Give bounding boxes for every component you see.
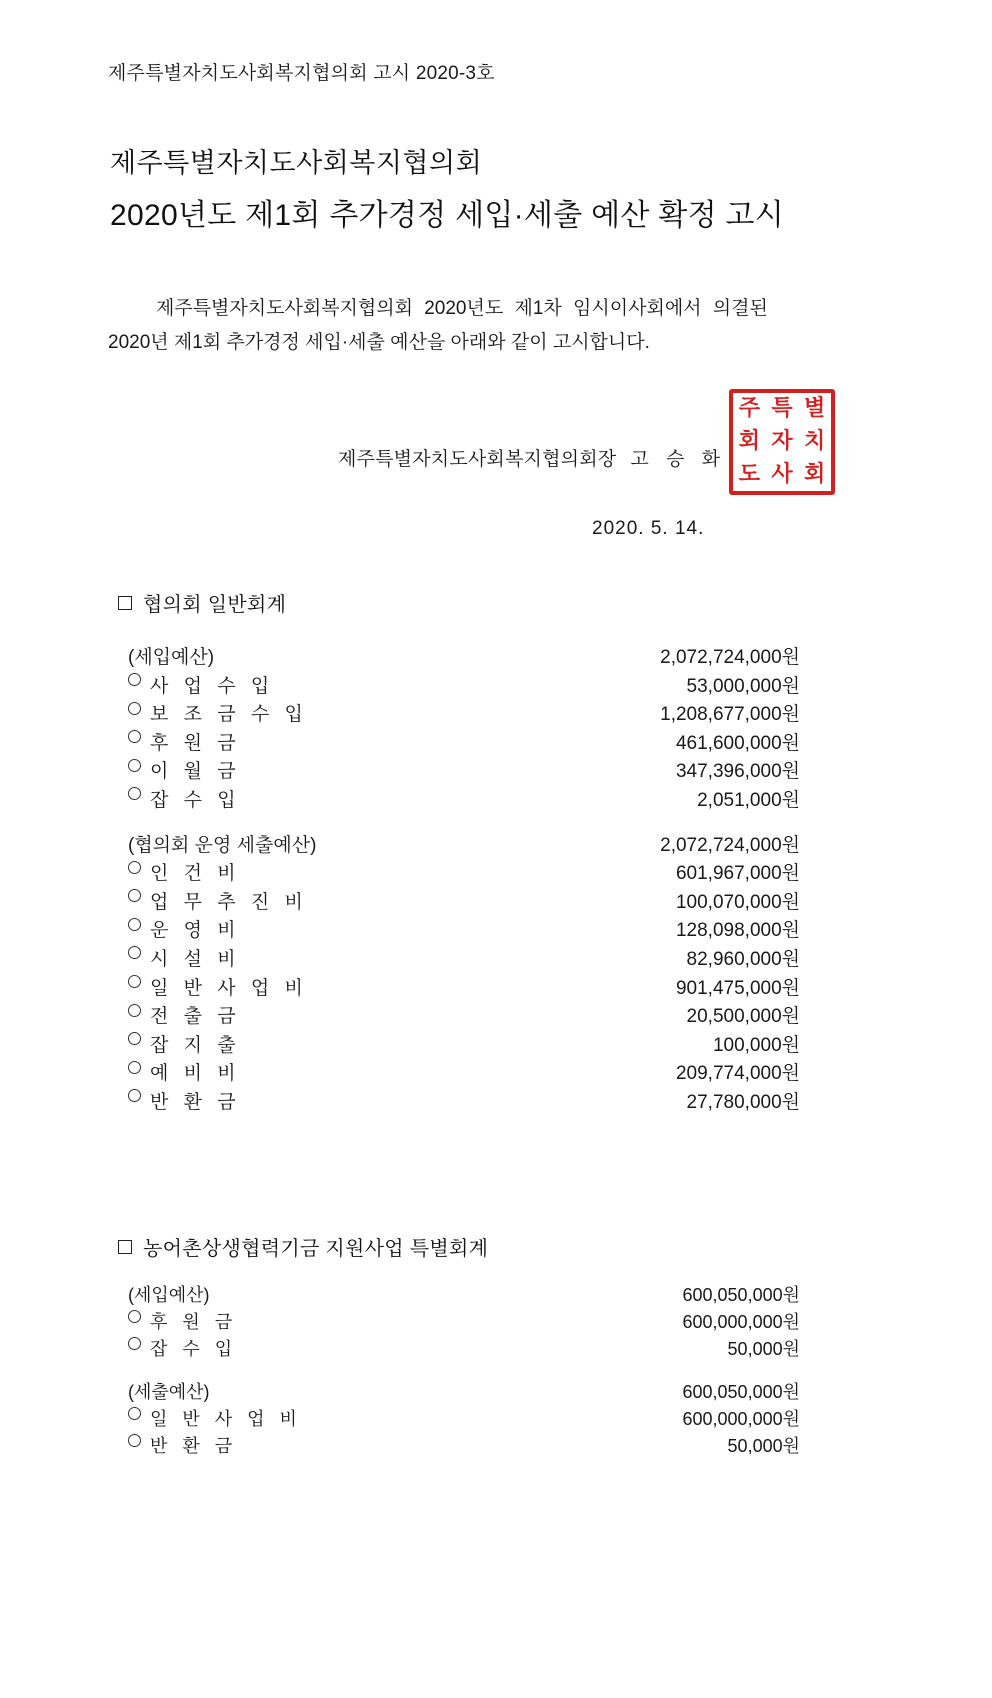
title-organization: 제주특별자치도사회복지협의회 <box>110 148 483 178</box>
seal-char: 자 <box>771 428 793 454</box>
budget-item-amount: 600,000,000원 <box>682 1409 800 1429</box>
budget-group-label: (협의회 운영 세출예산) <box>128 834 317 856</box>
budget-item-amount: 128,098,000원 <box>675 920 800 942</box>
budget-group-amount: 600,050,000원 <box>682 1285 800 1305</box>
budget-item-amount: 901,475,000원 <box>675 977 800 999</box>
budget-item-amount: 50,000원 <box>727 1339 800 1359</box>
signature-name: 고 승 화 <box>630 449 726 470</box>
budget-line-item <box>128 975 800 1004</box>
signature-title: 제주특별자치도사회복지협의회장 <box>338 449 617 470</box>
seal-char: 별 <box>804 396 826 422</box>
budget-group-label: (세출예산) <box>128 1382 210 1402</box>
checkbox-square-icon <box>118 596 132 610</box>
budget-line-item <box>128 673 800 702</box>
budget-item-label: 잡 지 출 <box>150 1034 241 1056</box>
seal-char: 치 <box>804 428 826 454</box>
budget-item-label: 이 월 금 <box>150 761 241 783</box>
budget-item-label: 잡 수 입 <box>150 789 241 811</box>
budget-line-item <box>128 946 800 975</box>
budget-group-header-row <box>128 644 800 673</box>
budget-line-item <box>128 1032 800 1061</box>
budget-item-label: 시 설 비 <box>150 948 241 970</box>
intro-paragraph <box>108 292 808 360</box>
budget-item-amount: 100,070,000원 <box>675 891 800 913</box>
budget-item-label-wrap <box>128 1433 237 1460</box>
budget-item-label-wrap <box>128 758 241 787</box>
budget-block <box>128 1282 800 1460</box>
budget-item-label: 사 업 수 입 <box>150 675 275 697</box>
budget-item-label: 예 비 비 <box>150 1063 241 1085</box>
budget-group-label: (세입예산) <box>128 1285 210 1305</box>
budget-line-item <box>128 758 800 787</box>
budget-line-item <box>128 1309 800 1336</box>
budget-group-amount: 2,072,724,000원 <box>660 834 800 856</box>
budget-group-header-row <box>128 1379 800 1406</box>
budget-item-amount: 2,051,000원 <box>697 789 800 811</box>
budget-line-item <box>128 787 800 816</box>
budget-item-amount: 601,967,000원 <box>675 863 800 885</box>
circle-bullet-icon <box>128 1089 141 1102</box>
budget-item-label: 운 영 비 <box>150 920 241 942</box>
seal-char: 회 <box>738 428 760 454</box>
group-spacer <box>128 1363 800 1379</box>
budget-item-label-wrap <box>128 787 241 816</box>
budget-item-label-wrap <box>128 1003 241 1032</box>
circle-bullet-icon <box>128 1407 141 1420</box>
budget-item-label: 후 원 금 <box>150 732 241 754</box>
circle-bullet-icon <box>128 975 141 988</box>
budget-item-label-wrap <box>128 701 308 730</box>
budget-line-item <box>128 917 800 946</box>
seal-char: 사 <box>771 461 793 487</box>
budget-item-label-wrap <box>128 673 274 702</box>
page-title: 2020년도 제1회 추가경정 세입·세출 예산 확정 고시 <box>110 199 785 232</box>
budget-item-amount: 53,000,000원 <box>686 675 800 697</box>
budget-line-item <box>128 860 800 889</box>
circle-bullet-icon <box>128 946 141 959</box>
circle-bullet-icon <box>128 673 141 686</box>
budget-item-label: 후 원 금 <box>150 1312 238 1332</box>
notice-number: 제주특별자치도사회복지협의회 고시 2020-3호 <box>108 63 495 84</box>
seal-char: 특 <box>771 396 793 422</box>
official-seal-icon <box>729 389 835 495</box>
budget-item-amount: 100,000원 <box>712 1034 800 1056</box>
seal-char: 회 <box>804 461 826 487</box>
budget-item-label: 업 무 추 진 비 <box>150 891 308 913</box>
budget-line-item <box>128 889 800 918</box>
circle-bullet-icon <box>128 889 141 902</box>
budget-item-amount: 347,396,000원 <box>675 761 800 783</box>
budget-item-label-wrap <box>128 860 241 889</box>
budget-item-amount: 461,600,000원 <box>675 732 800 754</box>
budget-item-label-wrap <box>128 889 308 918</box>
budget-line-item <box>128 1336 800 1363</box>
budget-item-amount: 1,208,677,000원 <box>660 704 800 726</box>
circle-bullet-icon <box>128 730 141 743</box>
group-spacer <box>128 816 800 832</box>
seal-char: 주 <box>738 396 760 422</box>
budget-line-item <box>128 1060 800 1089</box>
section-title-label: 농어촌상생협력기금 지원사업 특별회계 <box>143 1238 489 1260</box>
budget-line-item <box>128 1406 800 1433</box>
budget-item-label-wrap <box>128 917 241 946</box>
circle-bullet-icon <box>128 702 141 715</box>
budget-line-item <box>128 1089 800 1118</box>
circle-bullet-icon <box>128 1032 141 1045</box>
budget-item-label-wrap <box>128 730 241 759</box>
budget-item-label: 일 반 사 업 비 <box>150 1409 302 1429</box>
budget-item-label-wrap <box>128 1309 237 1336</box>
budget-item-label: 보 조 금 수 입 <box>150 704 308 726</box>
circle-bullet-icon <box>128 1061 141 1074</box>
budget-block <box>128 644 800 1118</box>
section-title <box>118 1232 488 1261</box>
budget-group-amount: 600,050,000원 <box>682 1382 800 1402</box>
budget-line-item <box>128 701 800 730</box>
budget-line-item <box>128 1433 800 1460</box>
budget-item-label: 반 환 금 <box>150 1436 238 1456</box>
circle-bullet-icon <box>128 918 141 931</box>
budget-item-label-wrap <box>128 1089 241 1118</box>
seal-char: 도 <box>738 461 760 487</box>
budget-item-amount: 27,780,000원 <box>686 1091 800 1113</box>
budget-item-label-wrap <box>128 1406 302 1433</box>
budget-item-label-wrap <box>128 1032 241 1061</box>
budget-item-amount: 82,960,000원 <box>686 948 800 970</box>
signature-line <box>338 444 726 471</box>
intro-line-2: 2020년 제1회 추가경정 세입·세출 예산을 아래와 같이 고시합니다. <box>108 332 650 353</box>
circle-bullet-icon <box>128 1434 141 1447</box>
budget-item-amount: 20,500,000원 <box>686 1006 800 1028</box>
budget-group-header-row <box>128 1282 800 1309</box>
budget-item-amount: 50,000원 <box>727 1436 800 1456</box>
budget-item-label: 인 건 비 <box>150 863 241 885</box>
circle-bullet-icon <box>128 861 141 874</box>
circle-bullet-icon <box>128 787 141 800</box>
circle-bullet-icon <box>128 759 141 772</box>
budget-line-item <box>128 730 800 759</box>
budget-item-label-wrap <box>128 946 241 975</box>
budget-item-label-wrap <box>128 975 308 1004</box>
budget-line-item <box>128 1003 800 1032</box>
budget-item-amount: 209,774,000원 <box>675 1063 800 1085</box>
budget-item-label-wrap <box>128 1060 241 1089</box>
budget-item-label-wrap <box>128 1336 237 1363</box>
circle-bullet-icon <box>128 1337 141 1350</box>
intro-line-1: 제주특별자치도사회복지협의회 2020년도 제1차 임시이사회에서 의결된 <box>156 298 768 319</box>
budget-group-label: (세입예산) <box>128 647 215 668</box>
budget-item-label: 반 환 금 <box>150 1091 241 1113</box>
budget-group-header-row <box>128 832 800 861</box>
budget-item-label: 전 출 금 <box>150 1006 241 1028</box>
issue-date: 2020. 5. 14. <box>592 518 705 539</box>
circle-bullet-icon <box>128 1004 141 1017</box>
budget-group-amount: 2,072,724,000원 <box>660 647 800 668</box>
budget-item-label: 잡 수 입 <box>150 1339 238 1359</box>
budget-item-label: 일 반 사 업 비 <box>150 977 308 999</box>
circle-bullet-icon <box>128 1310 141 1323</box>
section-title <box>118 588 286 617</box>
section-title-label: 협의회 일반회계 <box>143 594 287 616</box>
checkbox-square-icon <box>118 1240 132 1254</box>
budget-item-amount: 600,000,000원 <box>682 1312 800 1332</box>
